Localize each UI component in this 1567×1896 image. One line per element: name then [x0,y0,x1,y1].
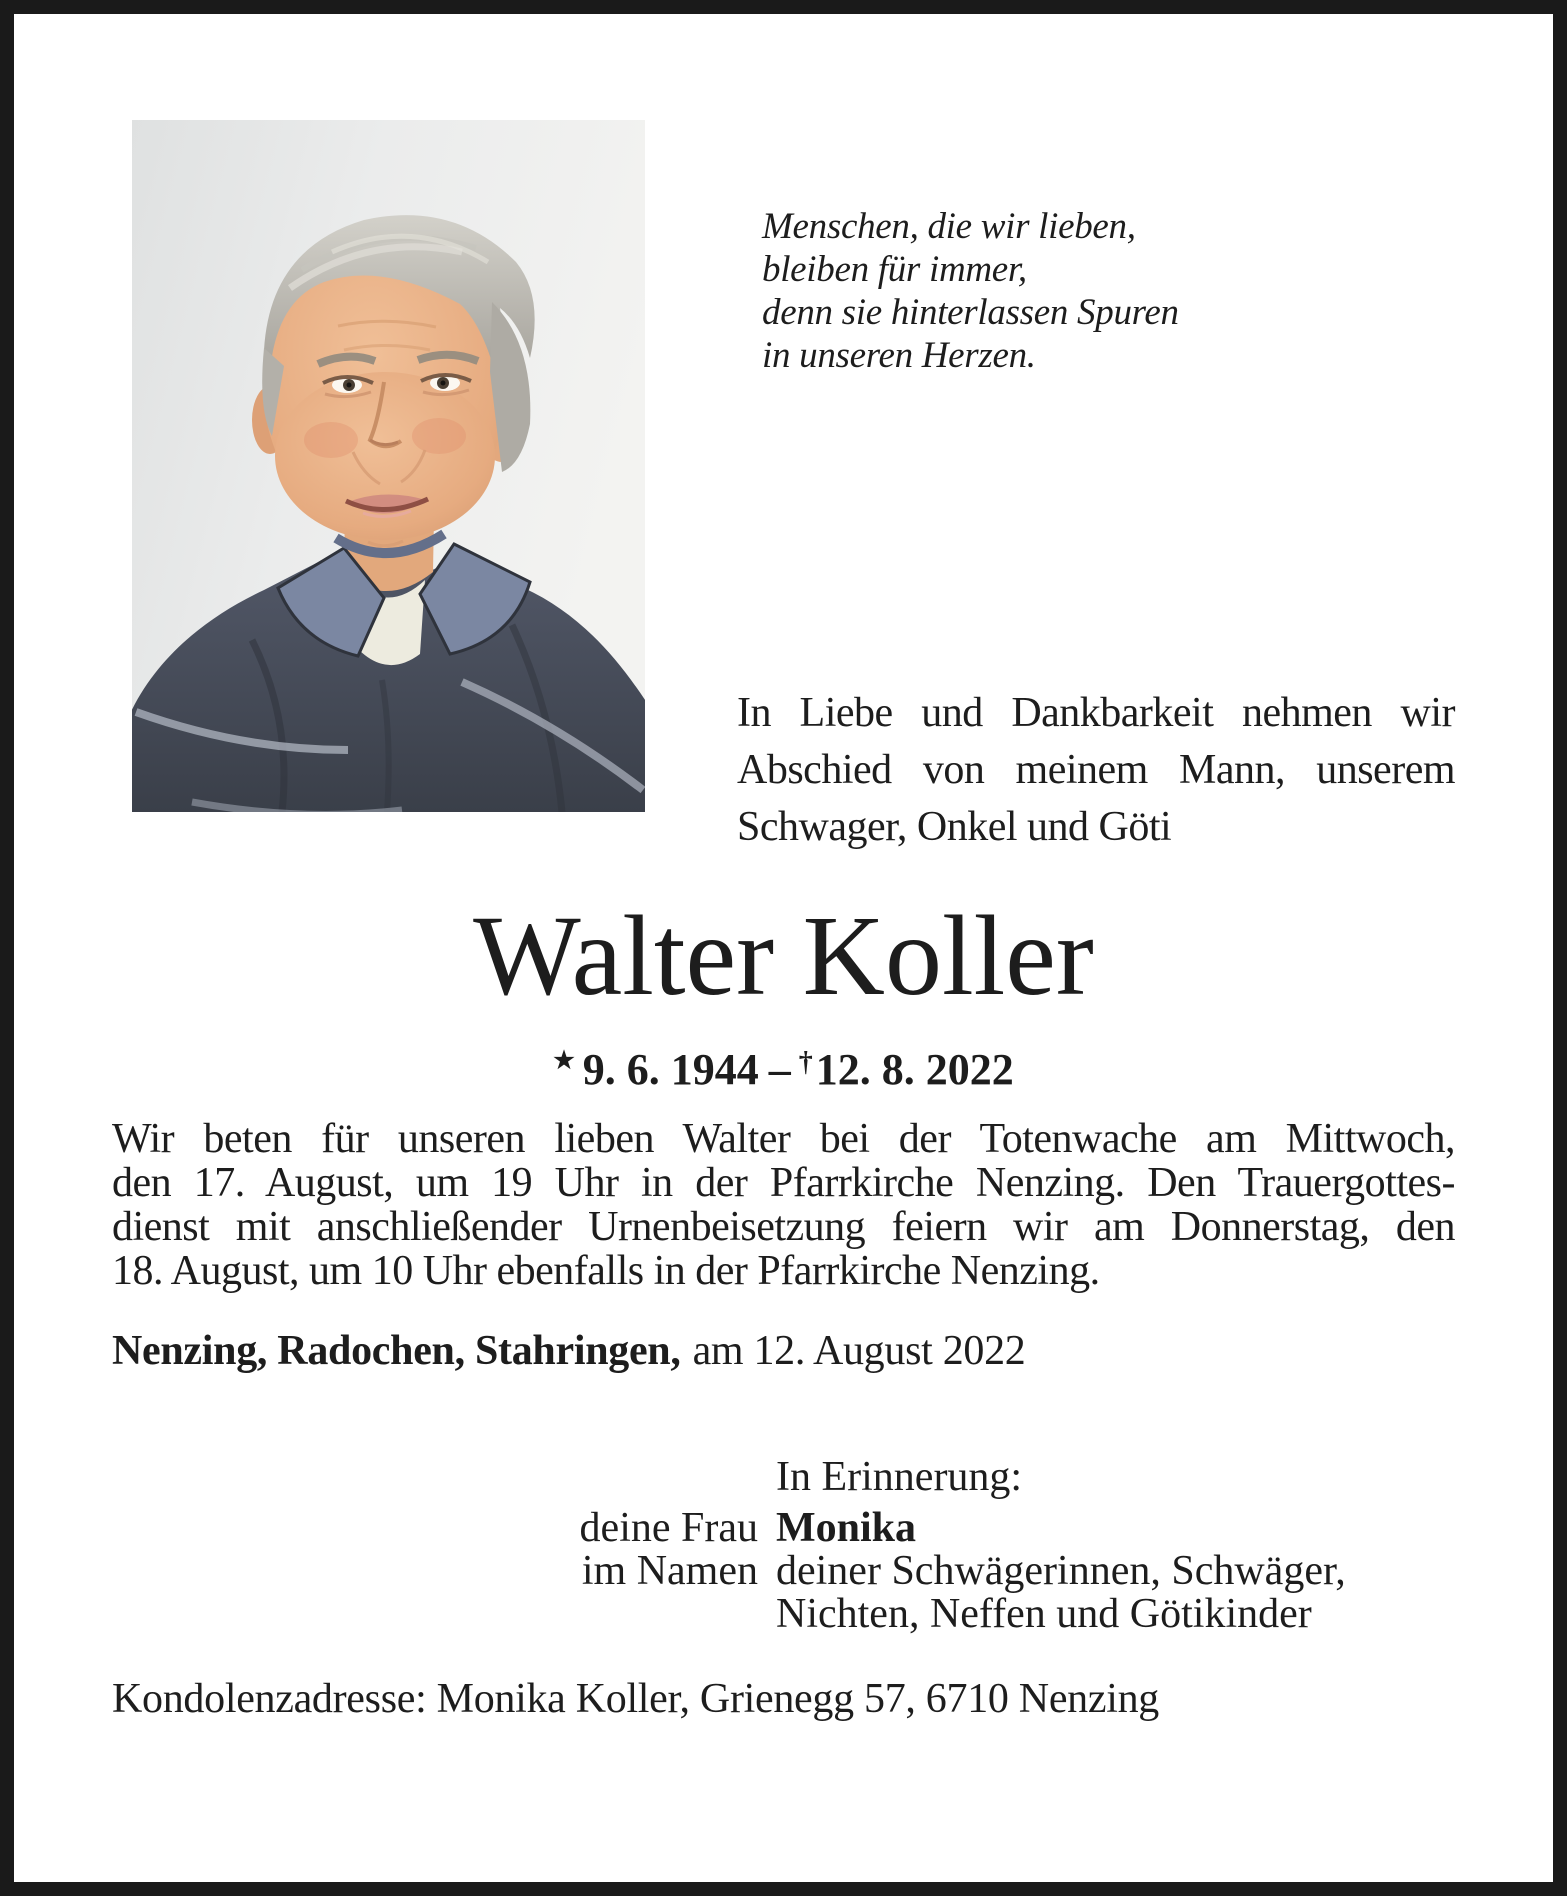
announcement-line: 18. August, um 10 Uhr ebenfalls in der Pfarrkirche Nenzing. [112,1248,1100,1294]
jaw [275,372,495,540]
poem-line: Menschen, die wir lieben, [762,206,1136,247]
announcement-line: den 17. August, um 19 Uhr in der Pfarrkirche Nenzing. Den Trauergottes- [112,1160,1455,1206]
portrait-photo [132,120,645,812]
announcement-line: Wir beten für unseren lieben Walter bei der Totenwache am Mittwoch, [112,1116,1455,1162]
poem-line: denn sie hinterlassen Spuren [762,292,1179,333]
intro-text [737,685,1455,856]
remembrance-row [540,1593,1346,1636]
birth-star-icon: ★ [553,1048,575,1074]
intro-line: Schwager, Onkel und Göti [737,804,1172,850]
remembrance-heading: In Erinnerung: [776,1454,1023,1500]
remembrance-list [540,1507,1346,1636]
remembrance-label: deine Frau [579,1505,758,1551]
condolence-address: Kondolenzadresse: Monika Koller, Grienegg 57, 6710 Nenzing [112,1676,1159,1722]
dateline-date: am 12. August 2022 [692,1328,1026,1374]
announcement-line: dienst mit anschließender Urnenbeisetzung feiern wir am Donnerstag, den [112,1204,1455,1250]
life-dates [14,1037,1553,1094]
poem-line: bleiben für immer, [762,249,1027,290]
dates-separator: – [768,1045,791,1094]
death-date: 12. 8. 2022 [815,1045,1014,1094]
dateline [112,1329,1026,1373]
portrait-illustration [132,120,645,812]
announcement [112,1117,1455,1293]
remembrance-row [540,1550,1346,1593]
remembrance-row [540,1507,1346,1550]
deceased-name: Walter Koller [473,892,1094,1019]
remembrance-label: im Namen [581,1548,758,1594]
dateline-places: Nenzing, Radochen, Stahringen, [112,1328,681,1374]
birth-date: 9. 6. 1944 [582,1045,759,1094]
remembrance-relatives: deiner Schwägerinnen, Schwäger, [776,1548,1346,1594]
remembrance-name: Monika [776,1505,917,1551]
intro-line: Abschied von meinem Mann, unserem [737,747,1455,793]
death-cross-icon: † [798,1047,813,1078]
intro-line: In Liebe und Dankbarkeit nehmen wir [737,690,1455,736]
poem [762,205,1179,377]
remembrance-label [540,1593,758,1636]
remembrance-relatives: Nichten, Neffen und Götikinder [776,1591,1312,1637]
poem-line: in unseren Herzen. [762,335,1036,376]
